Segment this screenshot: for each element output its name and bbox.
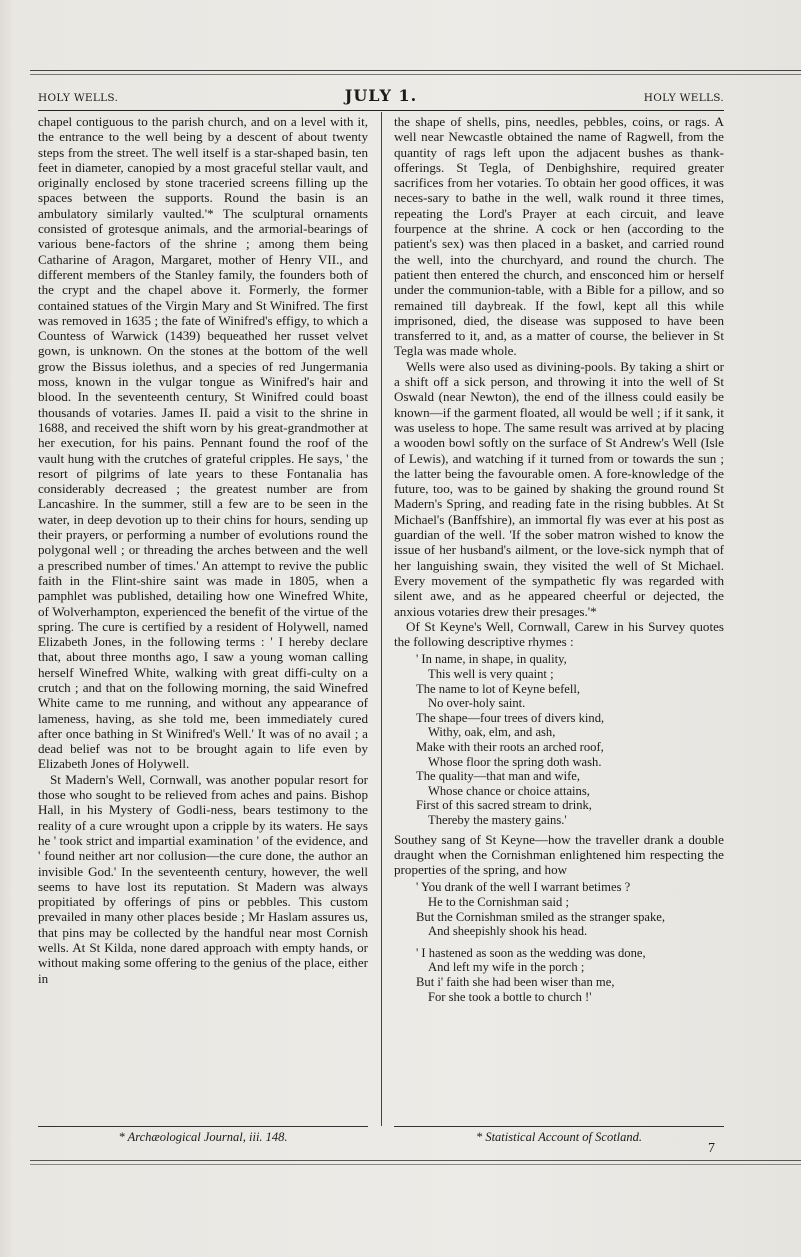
verse-line: This well is very quaint ; xyxy=(428,666,554,681)
footnote-left: * Archæological Journal, iii. 148. xyxy=(118,1130,288,1144)
running-header xyxy=(38,84,724,108)
verse-line: But the Cornishman smiled as the stranger spake, xyxy=(416,909,666,924)
verse-line: Make with their roots an arched roof, xyxy=(416,739,604,754)
verse-line: The quality—that man and wife, xyxy=(416,769,581,784)
verse-line: No over-holy saint. xyxy=(428,696,526,711)
verse-line: He to the Cornishman said ; xyxy=(428,895,569,909)
bottom-rule-inner xyxy=(30,1164,801,1165)
page-number: 7 xyxy=(708,1141,715,1156)
verse-line: The shape—four trees of divers kind, xyxy=(416,710,605,725)
verse-line: Whose floor the spring doth wash. xyxy=(428,754,602,769)
header-left: HOLY WELLS. xyxy=(38,92,119,104)
bottom-rule xyxy=(30,1160,801,1161)
paragraph: the shape of shells, pins, needles, pebbles, coins, or rags. A well near Newcastle obtained the name of Ragwell, from the quantity of rags left upon the adjacent bushes as thank-offerings. St Tegla, of Denbighshire, required greater sacrifices from her votaries. To obtain her good offices, it was neces-sary to bathe in the well, walk round it three times, repeating the Lord's Prayer at each circuit, and leave fourpence at the shrine. A cock or hen (according to the patient's sex) was then placed in a basket, and carried round the well, into the churchyard, and round the church. The patient then entered the church, and ensconced him or herself under the communion-table, with a Bible for a pillow, and so remained till daybreak. If the fowl, kept all this while imprisoned, died, the disease was supposed to have been transferred to it, and, as a matter of course, the believer in St Tegla was made whole. xyxy=(394,114,724,359)
footnote-rule-left xyxy=(38,1126,368,1127)
right-column xyxy=(394,114,724,1008)
header-rule xyxy=(38,110,724,111)
verse-line: ' In name, in shape, in quality, xyxy=(416,652,567,667)
header-date: JULY 1. xyxy=(344,86,418,105)
footnote-right: * Statistical Account of Scotland. xyxy=(475,1130,643,1144)
paragraph: Wells were also used as divining-pools. By taking a shirt or a shift off a sick person, and throwing it into the well of St Oswald (near Newton), the end of the illness could easily be known—if the garment floated, all would be well ; if it sank, it was useless to hope. The same result was arrived at by placing a wooden bowl softly on the surface of St Andrew's Well (Isle of Lewis), and watching if it turned from or towards the sun ; the latter being the favourable omen. A fore-knowledge of the future, too, was to be gained by shaking the ground round St Madern's Spring, and reading fate in the rising bubbles. At St Michael's (Banffshire), an immortal fly was ever at his post as guardian of the well. 'If the sober matron wished to know the issue of her husband's ailment, or the love-sick nymph that of her languishing swain, they visited the well of St Michael. Every movement of the sympathetic fly was regarded with silent awe, and as he appeared cheerful or dejected, the anxious votaries drew their presages.'* xyxy=(394,358,724,619)
header-right: HOLY WELLS. xyxy=(643,92,724,104)
verse-line: But i' faith she had been wiser than me, xyxy=(416,974,615,989)
verse-line: The name to lot of Keyne befell, xyxy=(416,681,581,696)
verse-st-keyne xyxy=(416,652,724,827)
verse-line: Withy, oak, elm, and ash, xyxy=(428,725,556,740)
verse-line: And left my wife in the porch ; xyxy=(428,960,585,975)
verse-line: ' I hastened as soon as the wedding was done, xyxy=(416,945,646,960)
paragraph: chapel contiguous to the parish church, and on a level with it, the entrance to the well being by a descent of about twenty steps from the street. The well itself is a star-shaped basin, ten feet in diameter, canopied by a most graceful stellar vault, and originally enclosed by stone traceried screens filling up the spaces between the supports. Round the basin is an ambulatory similarly vaulted.'* The sculptural ornaments consisted of grotesque animals, and the armorial-bearings of various bene-factors of the shrine ; among them being Catharine of Aragon, Margaret, mother of Henry VII., and different members of the Stanley family, the founders both of the crypt and the chapel above it. Formerly, the former contained statues of the Virgin Mary and St Winifred. The first was removed in 1635 ; the fate of Winifred's effigy, to which a Countess of Warwick (1439) bequeathed her russet velvet gown, is unknown. On the stones at the bottom of the well grow the Bissus iolethus, and a species of red Jungermania moss, known in the vulgar tongue as Winifred's hair and blood. In the seventeenth century, St Winifred could boast thousands of votaries. James II. paid a visit to the shrine in 1688, and received the shift worn by his great-grandmother at her execution, for his pains. Pennant found the roof of the vault hung with the crutches of grateful cripples. He says, ' the resort of pilgrims of late years to these Fontanalia has considerably decreased ; the greatest number are from Lancashire. In the summer, still a few are to be seen in the water, in deep devotion up to their chins for hours, sending up their prayers, or performing a number of evolutions round the polygonal well ; or threading the arches between and the well a prescribed number of times.' An attempt to revive the public faith in the Flint-shire saint was made in 1805, when a pamphlet was published, detailing how one Winefred White, of Wolverhampton, experienced the benefit of the virtue of the spring. The cure is certified by a resident of Holywell, named Elizabeth Jones, in the following terms : ' I hereby declare that, about three months ago, I saw a young woman calling herself Winefred White, walking with great diffi-culty on a crutch ; and that on the following morning, the said Winefred White came to me running, and without any appearance of lameness, having, as she told me, been immediately cured after once bathing in St Winifred's Well.' It was of no avail ; a dead belief was not to be brought again to life even by Elizabeth Jones of Holywell. xyxy=(38,114,368,772)
verse-line: For she took a bottle to church !' xyxy=(428,989,592,1004)
verse-line: Thereby the mastery gains.' xyxy=(428,812,567,827)
verse-line: First of this sacred stream to drink, xyxy=(416,798,592,813)
verse-southey-1 xyxy=(416,880,724,1004)
paragraph: Of St Keyne's Well, Cornwall, Carew in his Survey quotes the following descriptive rhymes : xyxy=(394,618,724,650)
verse-line: Whose chance or choice attains, xyxy=(428,783,590,798)
verse-line: And sheepishly shook his head. xyxy=(428,924,588,939)
left-column xyxy=(38,114,368,986)
top-rule-inner xyxy=(30,74,801,75)
verse-line: ' You drank of the well I warrant betimes ? xyxy=(416,880,631,895)
paragraph: Southey sang of St Keyne—how the traveller drank a double draught when the Cornishman enlightened him respecting the properties of the spring, and how xyxy=(394,831,724,878)
paragraph: St Madern's Well, Cornwall, was another popular resort for those who sought to be relieved from aches and pains. Bishop Hall, in his Mystery of Godli-ness, bears testimony to the reality of a cure wrought upon a cripple by its waters. He says he ' took strict and impartial examination ' of the evidence, and ' found neither art nor collusion—the cure done, the author an invisible God.' In the seventeenth century, however, the well seems to have lost its reputation. St Madern was always propitiated by offerings of pins or pebbles. This custom prevailed in many other places beside ; Mr Haslam assures us, that pins may be collected by the handful near most Cornish wells. At St Kilda, none dared approach with empty hands, or without making some offering to the genius of the place, either in xyxy=(38,771,368,986)
column-divider xyxy=(381,112,382,1126)
top-rule xyxy=(30,70,801,71)
footnote-rule-right xyxy=(394,1126,724,1127)
